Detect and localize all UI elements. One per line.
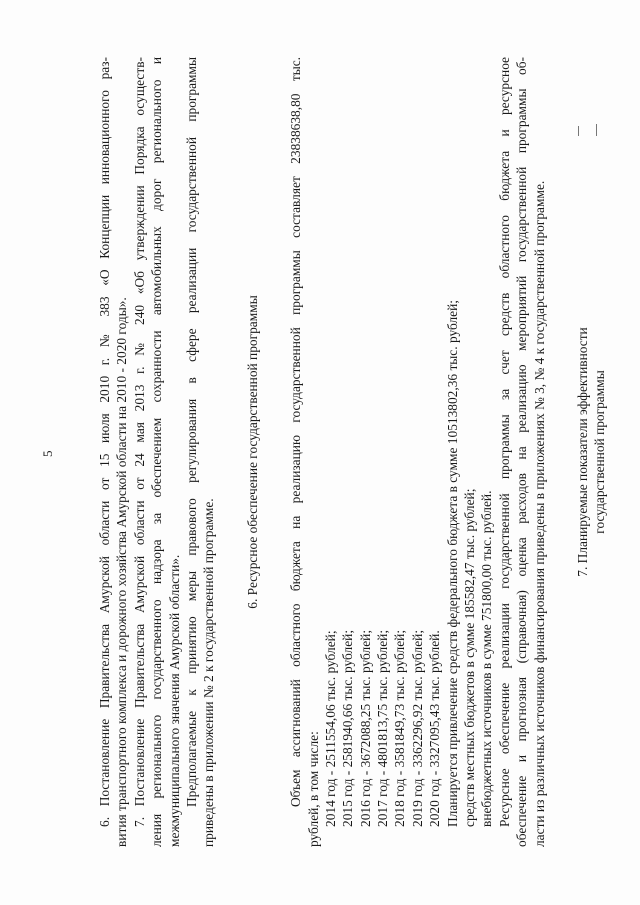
text-line: Ресурсное обеспечение реализации государственной программы за счет средств областного бюджета и ресурсное bbox=[496, 57, 512, 827]
text-line: 6. Постановление Правительства Амурской области от 15 июля 2010 г. № 383 «О Концепции инновационного раз- bbox=[97, 57, 112, 827]
document-body bbox=[96, 57, 609, 847]
text-line: Предполагаемые к принятию меры правового регулирования в сфере реализации государственной программы bbox=[183, 57, 199, 807]
text-line: ления регионального государственного надзора за обеспечением сохранности автомобильных дорог регионального и bbox=[149, 57, 165, 847]
list-item: 2018 год - 3581849,73 тыс. рублей; bbox=[392, 629, 408, 827]
section-heading: 7. Планируемые показатели эффективности bbox=[574, 327, 590, 577]
list-item: 2016 год - 3672088,25 тыс. рублей; bbox=[357, 629, 373, 827]
text-line: вития транспортного комплекса и дорожного хозяйства Амурской области на 2010 - 2020 годы». bbox=[114, 297, 130, 847]
section-heading: государственной программы bbox=[592, 370, 608, 534]
text-line: внебюджетных источников в сумме 751800,00 тыс. рублей. bbox=[479, 490, 495, 827]
list-item: 2020 год - 3327095,43 тыс. рублей. bbox=[427, 630, 443, 827]
text-line: средств местных бюджетов в сумме 185582,47 тыс. рублей; bbox=[462, 488, 478, 827]
text-line: Планируется привлечение средств федерального бюджета в сумме 10513802,36 тыс. рублей; bbox=[444, 300, 460, 827]
text-line: приведены в приложении № 2 к государственной программе. bbox=[201, 498, 217, 847]
text-line: рублей, в том числе: bbox=[305, 731, 321, 847]
list-item: 2014 год - 2511554,06 тыс. рублей; bbox=[322, 630, 338, 827]
text-line: межмуниципального значения Амурской области». bbox=[166, 554, 182, 847]
text-line: Объем ассигнований областного бюджета на реализацию государственной программы составляет 23838638,80 тыс. bbox=[288, 57, 304, 807]
page-number: 5 bbox=[40, 450, 55, 457]
list-item: 2017 год - 4801813,75 тыс. рублей; bbox=[375, 629, 391, 827]
text-line: 7. Постановление Правительства Амурской области от 24 мая 2013 г. № 240 «Об утверждении Порядка осуществ- bbox=[131, 57, 147, 827]
list-item: 2015 год - 2581940,66 тыс. рублей; bbox=[340, 629, 356, 827]
list-item: 2019 год - 3362296,92 тыс. рублей; bbox=[409, 629, 425, 827]
section-heading: 6. Ресурсное обеспечение государственной программы bbox=[244, 295, 260, 609]
text-line: ласти из различных источников финансирования приведены в приложениях № 3, № 4 к государственной программе. bbox=[531, 180, 547, 847]
text-line: обеспечение и прогнозная (справочная) оценка расходов на реализацию мероприятий государственной программы об- bbox=[514, 57, 530, 847]
